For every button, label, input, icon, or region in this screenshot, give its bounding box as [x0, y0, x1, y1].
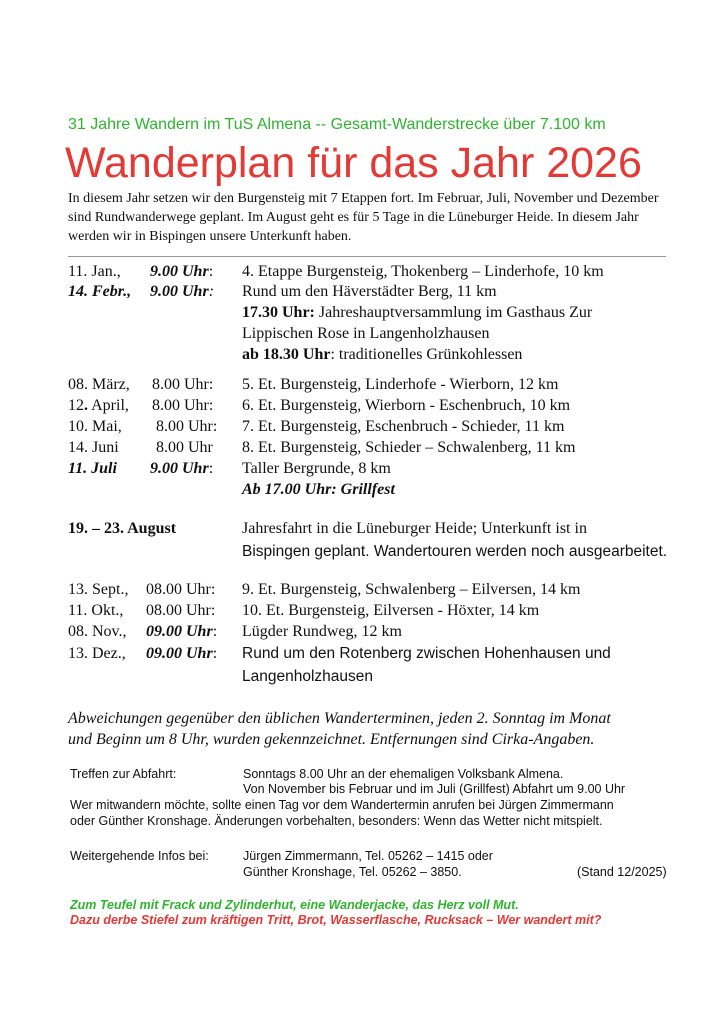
row-time: 08.00 Uhr: [146, 581, 216, 598]
motto-line-1: Zum Teufel mit Frack und Zylinderhut, eine Wanderjacke, das Herz voll Mut. [70, 898, 519, 912]
row-description: Ab 17.00 Uhr: Grillfest [242, 481, 395, 498]
row-date: 11. Okt., [68, 602, 124, 619]
row-time: 9.00 Uhr: [150, 460, 214, 477]
row-date: 13. Sept., [68, 581, 129, 598]
row-time: 09.00 Uhr: [146, 623, 218, 640]
meeting-line: Wer mitwandern möchte, sollte einen Tag vor dem Wandertermin anrufen bei Jürgen Zimmermann [70, 798, 614, 812]
row-description: 8. Et. Burgensteig, Schieder – Schwalenberg, 11 km [242, 439, 576, 456]
divider [68, 256, 666, 257]
row-date: 12. April, [68, 397, 129, 414]
row-description: Rund um den Häverstädter Berg, 11 km [242, 283, 497, 300]
row-description: 9. Et. Burgensteig, Schwalenberg – Eilversen, 14 km [242, 581, 581, 598]
row-time: 8.00 Uhr: [152, 397, 214, 414]
row-description: 10. Et. Burgensteig, Eilversen - Höxter, 14 km [242, 602, 540, 619]
row-date: 08. Nov., [68, 623, 127, 640]
contact-line: Günther Kronshage, Tel. 05262 – 3850. [243, 865, 462, 879]
row-date: 08. März, [68, 376, 130, 393]
contact-line: Jürgen Zimmermann, Tel. 05262 – 1415 oder [243, 849, 493, 863]
row-time: 08.00 Uhr: [146, 602, 216, 619]
tagline: 31 Jahre Wandern im TuS Almena -- Gesamt-Wanderstrecke über 7.100 km [68, 116, 606, 133]
row-time: 9.00 Uhr: [150, 283, 215, 300]
row-description: Langenholzhausen [242, 668, 374, 685]
notes-line: Abweichungen gegenüber den üblichen Wanderterminen, jeden 2. Sonntag im Monat [68, 710, 611, 727]
row-time: 8.00 Uhr: [152, 376, 214, 393]
row-date: 19. – 23. August [68, 520, 177, 537]
row-description: 17.30 Uhr: Jahreshauptversammlung im Gasthaus Zur [242, 304, 593, 321]
page-title: Wanderplan für das Jahr 2026 [65, 139, 642, 187]
row-description: Rund um den Rotenberg zwischen Hohenhausen und [242, 645, 611, 662]
row-date: 13. Dez., [68, 645, 126, 662]
notes-line: und Beginn um 8 Uhr, wurden gekennzeichnet. Entfernungen sind Cirka-Angaben. [68, 731, 595, 748]
meeting-line: Von November bis Februar und im Juli (Grillfest) Abfahrt um 9.00 Uhr [243, 782, 626, 796]
row-time: 09.00 Uhr: [146, 645, 218, 662]
row-description: 6. Et. Burgensteig, Wierborn - Eschenbruch, 10 km [242, 397, 571, 414]
meeting-label: Treffen zur Abfahrt: [70, 767, 177, 781]
row-date: 11. Jan., [68, 263, 121, 280]
schedule-notes [68, 708, 611, 750]
row-description: ab 18.30 Uhr: traditionelles Grünkohlessen [242, 346, 523, 363]
row-time: 8.00 Uhr: [156, 418, 218, 435]
row-time: 8.00 Uhr [156, 439, 213, 456]
row-date: 14. Febr., [68, 283, 132, 300]
row-description: 7. Et. Burgensteig, Eschenbruch - Schieder, 11 km [242, 418, 565, 435]
row-description: 5. Et. Burgensteig, Linderhofe - Wierborn, 12 km [242, 376, 559, 393]
motto-line-2: Dazu derbe Stiefel zum kräftigen Tritt, Brot, Wasserflasche, Rucksack – Wer wandert mit? [70, 913, 602, 927]
meeting-line: Sonntags 8.00 Uhr an der ehemaligen Volksbank Almena. [243, 767, 564, 781]
intro-paragraph: In diesem Jahr setzen wir den Burgensteig mit 7 Etappen fort. Im Februar, Juli, November und Dezember sind Rundwanderwege geplant. Im August geht es für 5 Tage in die Lüneburger Heide. In diesem Jahr werden wir in Bispingen unsere Unterkunft haben. [68, 191, 659, 244]
row-description: Lippischen Rose in Langenholzhausen [242, 325, 490, 342]
row-date: 14. Juni [68, 439, 119, 456]
row-description: 4. Etappe Burgensteig, Thokenberg – Linderhofe, 10 km [242, 263, 604, 280]
row-time: 9.00 Uhr: [150, 263, 214, 280]
row-date: 10. Mai, [68, 418, 122, 435]
row-description: Taller Bergrunde, 8 km [242, 460, 391, 477]
row-description: Lügder Rundweg, 12 km [242, 623, 402, 640]
meeting-line: oder Günther Kronshage. Änderungen vorbehalten, besonders: Wenn das Wetter nicht mitspielt. [70, 814, 603, 828]
row-date: 11. Juli [68, 460, 117, 477]
row-description: Jahresfahrt in die Lüneburger Heide; Unterkunft ist in [242, 520, 587, 537]
contact-label: Weitergehende Infos bei: [70, 849, 209, 863]
row-description: Bispingen geplant. Wandertouren werden noch ausgearbeitet. [242, 543, 668, 560]
stand-date: (Stand 12/2025) [577, 865, 667, 879]
